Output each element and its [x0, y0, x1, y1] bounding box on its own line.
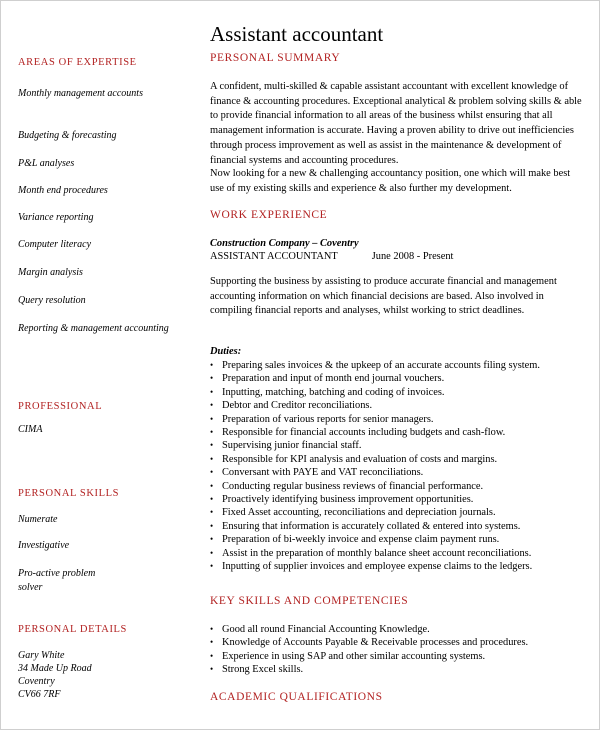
list-item: • Experience in using SAP and other similar accounting systems.	[210, 650, 585, 663]
details-postcode: CV66 7RF	[18, 689, 61, 700]
key-skills-heading: KEY SKILLS AND COMPETENCIES	[210, 595, 409, 607]
list-item: • Inputting, matching, batching and coding of invoices.	[210, 386, 585, 399]
list-item: • Good all round Financial Accounting Knowledge.	[210, 623, 585, 636]
list-item: • Preparing sales invoices & the upkeep of an accurate accounts filing system.	[210, 359, 585, 372]
personal-summary-heading: PERSONAL SUMMARY	[210, 52, 341, 64]
areas-of-expertise-heading: AREAS OF EXPERTISE	[18, 57, 137, 68]
expertise-item: Margin analysis	[18, 267, 83, 278]
list-item: • Preparation of bi-weekly invoice and expense claim payment runs.	[210, 533, 585, 546]
list-item: • Responsible for KPI analysis and evaluation of costs and margins.	[210, 453, 585, 466]
professional-heading: PROFESSIONAL	[18, 401, 103, 412]
details-name: Gary White	[18, 650, 65, 661]
expertise-item: Budgeting & forecasting	[18, 130, 117, 141]
personal-details-heading: PERSONAL DETAILS	[18, 624, 127, 635]
list-item: • Ensuring that information is accurately collated & entered into systems.	[210, 520, 585, 533]
details-address: 34 Made Up Road	[18, 663, 92, 674]
job-dates: June 2008 - Present	[371, 251, 454, 262]
list-item: • Proactively identifying business improvement opportunities.	[210, 493, 585, 506]
job-description: Supporting the business by assisting to produce accurate financial and management accounting information on which financial decisions are based. Also involved in compiling financial reports and analyses, whilst working to strict deadlines.	[210, 276, 557, 317]
expertise-item: Monthly management accounts	[18, 88, 143, 99]
expertise-item: Variance reporting	[18, 212, 94, 223]
expertise-item: Month end procedures	[18, 185, 108, 196]
work-experience-heading: WORK EXPERIENCE	[210, 209, 328, 221]
summary-paragraph: Now looking for a new & challenging accountancy position, one which will make best use of my existing skills and experience & also further my development.	[210, 168, 571, 194]
skill-item: Investigative	[18, 540, 70, 551]
list-item: • Assist in the preparation of monthly balance sheet account reconciliations.	[210, 547, 585, 560]
skill-item: Numerate	[18, 514, 58, 525]
expertise-item: P&L analyses	[18, 158, 75, 169]
list-item: • Preparation and input of month end journal vouchers.	[210, 372, 585, 385]
page-title: Assistant accountant	[210, 22, 384, 46]
list-item: • Conversant with PAYE and VAT reconciliations.	[210, 466, 585, 479]
summary-paragraph: A confident, multi-skilled & capable assistant accountant with excellent knowledge of finance & accounting procedures. Exceptional analytical & problem solving skills & able to provide financial information to all areas of the business whilst ensuring that all management information is accurate. Having a proven ability to drive out inefficiencies through process improvement as well as assist in the maintenance & development of financial systems and accounting procedures.	[210, 81, 582, 166]
expertise-item: Query resolution	[18, 295, 86, 306]
list-item: • Strong Excel skills.	[210, 663, 585, 676]
list-item: • Inputting of supplier invoices and employee expense claims to the ledgers.	[210, 560, 585, 573]
list-item: • Debtor and Creditor reconciliations.	[210, 399, 585, 412]
list-item: • Preparation of various reports for senior managers.	[210, 413, 585, 426]
duties-label: Duties:	[210, 346, 242, 357]
expertise-item: Computer literacy	[18, 239, 92, 250]
list-item: • Fixed Asset accounting, reconciliations and depreciation journals.	[210, 506, 585, 519]
list-item: • Knowledge of Accounts Payable & Receivable processes and procedures.	[210, 636, 585, 649]
professional-item: CIMA	[18, 424, 43, 435]
personal-skills-heading: PERSONAL SKILLS	[18, 488, 120, 499]
duties-list	[210, 359, 585, 574]
job-role-line	[210, 251, 453, 262]
details-city: Coventry	[18, 676, 55, 687]
skill-item: Pro-active problem solver	[18, 568, 96, 593]
list-item: • Supervising junior financial staff.	[210, 439, 585, 452]
job-role: ASSISTANT ACCOUNTANT	[210, 251, 338, 262]
list-item: • Responsible for financial accounts including budgets and cash-flow.	[210, 426, 585, 439]
job-company: Construction Company – Coventry	[210, 238, 359, 249]
expertise-item: Reporting & management accounting	[18, 323, 169, 334]
key-skills-list	[210, 623, 585, 677]
list-item: • Conducting regular business reviews of financial performance.	[210, 480, 585, 493]
academic-qualifications-heading: ACADEMIC QUALIFICATIONS	[210, 691, 383, 703]
